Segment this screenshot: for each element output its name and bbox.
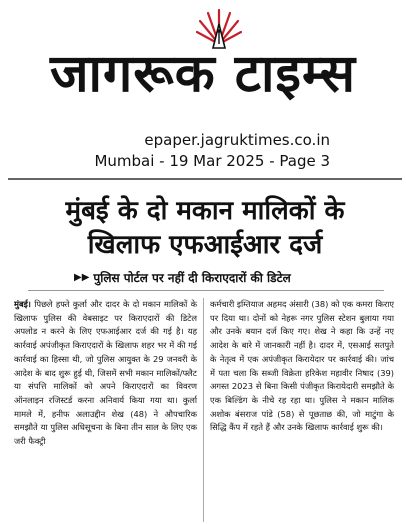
subheadline-text: पुलिस पोर्टल पर नहीं दी किराएदारों की डिटेल [93, 270, 291, 285]
article-body [14, 298, 398, 522]
epaper-url[interactable]: epaper.jagruktimes.co.in [144, 131, 330, 149]
dateline: मुंबई। [14, 299, 31, 309]
masthead [0, 0, 406, 118]
edition-info [0, 130, 406, 172]
column-2-text: कर्मचारी इम्तियाज अहमद अंसारी (38) को एक कमरा किराए पर दिया था। दोनों को नेहरू नगर पुलिस स्टेशन बुलाया गया और उनके बयान दर्ज किए गए। शेख ने कहा कि उन्हें नए आदेश के बारे में जानकारी नहीं है। दादर में, एसआई सतपुते के नेतृत्व में एक अपंजीकृत किरायेदार पर कार्रवाई की। जांच में पता चला कि सब्जी विक्रेता हरिकेश महावीर निषाद (39) अगस्त 2023 से बिना किसी पंजीकृत किरायेदारी समझौते के एक बिल्डिंग के नीचे रह रहा था। पुलिस ने मकान मालिक अशोक बंसराज पांडे (58) से पूछताछ की, जो माटुंगा के सिद्धि कैंप में रहते हैं और उनके खिलाफ कार्रवाई शुरू की। [210, 299, 394, 433]
article-column-1 [14, 298, 204, 522]
article-column-2 [204, 298, 394, 522]
article-headline [8, 194, 402, 262]
column-1-text: पिछले हफ्ते कुर्ला और दादर के दो मकान मालिकों के खिलाफ पुलिस की वेबसाइट पर किराएदारों की डिटेल अपलोड न करने के लिए एफआईआर दर्ज की गई है। यह कार्रवाई अपंजीकृत किराएदारों के खिलाफ शहर भर में की गई कार्रवाई का हिस्सा थी, जो पुलिस आयुक्त के 29 जनवरी के आदेश के बाद शुरू हुई थी, जिसमें सभी मकान मालिकों/फ्लैट या संपत्ति मालिकों को अपने किराएदारों का विवरण ऑनलाइन रजिस्टर्ड करना अनिवार्य किया गया था। कुर्ला मामले में, हनीफ अलाउद्दीन शेख (48) ने औपचारिक समझौते या पुलिस अधिसूचना के बिना तीन साल के लिए एक जरी फैक्ट्री [14, 299, 198, 447]
headline-line-1: मुंबई के दो मकान मालिकों के [65, 196, 345, 226]
city-date-page: Mumbai - 19 Mar 2025 - Page 3 [94, 152, 330, 170]
news-clipping [8, 178, 402, 522]
newspaper-logo[interactable]: जागरूक टाइम्स [49, 44, 357, 104]
double-arrow-icon: ▶▶ [74, 271, 90, 283]
headline-line-2: खिलाफ एफआईआर दर्ज [87, 230, 323, 260]
article-subheadline [74, 268, 291, 286]
subheadline-divider [28, 290, 384, 291]
